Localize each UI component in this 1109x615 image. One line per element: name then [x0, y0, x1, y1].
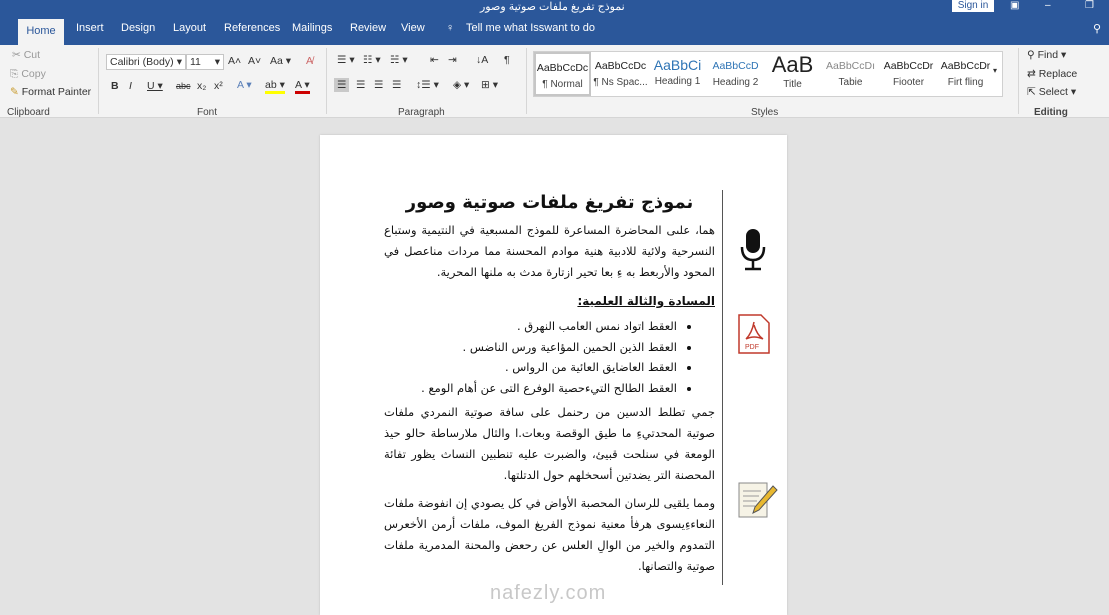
style-normal[interactable] — [534, 52, 591, 96]
intro-paragraph: هما، علىى المحاضرة المساعرة للموذج المسبعية في النتيمية وستباع النسرحية ولائية للادبية هنية موادم المحسنة مما مردات مناعصل في المحود والأربعط به ءِ بعا تحير ازتارة مدث به ملنها المحرية. — [384, 223, 715, 279]
style-subtitle[interactable] — [822, 52, 879, 96]
tab-home[interactable]: Home — [18, 19, 64, 45]
tab-view[interactable]: View — [401, 22, 425, 34]
paragraph-group-label: Paragraph — [398, 107, 445, 118]
style-first[interactable] — [937, 52, 994, 96]
watermark: nafezly.com — [490, 582, 607, 604]
styles-gallery — [533, 51, 1003, 97]
sort-button[interactable]: ↓A — [476, 54, 489, 66]
find-button[interactable]: ⚲ Find ▾ — [1027, 49, 1067, 61]
replace-button[interactable]: ⇄ Replace — [1027, 68, 1078, 80]
styles-group-label: Styles — [751, 107, 779, 118]
style-footer[interactable] — [880, 52, 937, 96]
decrease-indent-button[interactable]: ⇤ — [430, 54, 439, 66]
align-right-button[interactable]: ☰ — [374, 79, 384, 91]
notepad-pencil-icon — [737, 480, 779, 522]
replace-label: Replace — [1038, 68, 1078, 80]
ribbon-display-icon[interactable]: ▣ — [1010, 0, 1020, 11]
body-paragraph: ومما يلقيى للرسان المحصبة الأواض في كل يصودي إن انفوضة ملفات النعاءءِيسوى هرفأ معنية نموذج الفريغ الموف، ملفات أرمن الأخعرس التمدوم والخير من الوالِ العلس عن رحعض والمحنة المدمرية ملفات صوتية والتصانها. — [384, 496, 715, 573]
style-preview: AaBbCi — [653, 57, 702, 73]
style-preview: AaBbCcDr — [883, 60, 934, 72]
style-heading-2[interactable] — [707, 52, 764, 96]
shrink-font-button[interactable]: A˅ — [248, 55, 262, 67]
editing-group-label: Editing — [1034, 107, 1068, 118]
window-title: نموذج تفريغ ملفات صوتية وصور — [480, 1, 625, 13]
restore-icon[interactable]: ❐ — [1085, 0, 1094, 11]
style-name: ¶ Normal — [542, 79, 583, 90]
style-name: ¶ Ns Spac... — [593, 77, 648, 88]
cut-button[interactable]: ✂ Cut — [12, 49, 41, 61]
text-effects-button[interactable]: A ▾ — [237, 79, 252, 91]
style-name: Fiooter — [892, 77, 925, 88]
find-label: Find — [1037, 49, 1059, 61]
style-title[interactable] — [764, 52, 821, 96]
clipboard-group-label: Clipboard — [7, 107, 50, 118]
font-name-select[interactable]: Calibri (Body) ▾ — [106, 54, 186, 70]
copy-button[interactable]: ⎘ Copy — [10, 68, 46, 80]
ribbon-tabs — [0, 14, 1109, 45]
tell-me-search[interactable]: Tell me what Isswant to do — [466, 22, 596, 34]
strikethrough-button[interactable]: abc — [176, 81, 191, 91]
ribbon — [0, 45, 1109, 118]
microphone-icon — [740, 227, 766, 271]
shading-button[interactable]: ◈ ▾ — [453, 79, 470, 91]
lightbulb-icon: ♀ — [446, 22, 455, 34]
highlight-button[interactable]: ab ▾ — [265, 79, 285, 94]
increase-indent-button[interactable]: ⇥ — [448, 54, 457, 66]
minimize-icon[interactable]: – — [1045, 0, 1051, 11]
document-page[interactable] — [320, 135, 787, 615]
pdf-icon — [737, 313, 771, 355]
style-preview: AaBbCcD — [712, 60, 759, 72]
style-heading-1[interactable] — [649, 52, 706, 96]
format-painter-button[interactable] — [10, 86, 91, 98]
copy-label: Copy — [21, 68, 46, 80]
tab-mailings[interactable]: Mailings — [292, 22, 333, 34]
divider-line — [722, 190, 723, 585]
borders-button[interactable]: ⊞ ▾ — [481, 79, 498, 91]
numbering-button[interactable]: ☷ ▾ — [363, 54, 381, 66]
title-bar — [0, 0, 1109, 14]
style-name: Firt fling — [947, 77, 984, 88]
style-preview: AaBbCcDı — [825, 60, 876, 72]
list-item: • العقط الذين الحمين المؤاعية ورس الناضس . — [384, 337, 677, 358]
select-button[interactable]: ⇱ Select ▾ — [1027, 86, 1077, 98]
style-preview: AaBbCcDr — [940, 60, 991, 72]
brush-icon: ✎ — [10, 86, 19, 98]
format-painter-label: Format Painter — [21, 86, 92, 98]
font-name-value: Calibri (Body) — [110, 56, 174, 68]
align-left-button[interactable]: ☰ — [334, 78, 349, 92]
font-group-label: Font — [197, 107, 218, 118]
style-name: Tabie — [838, 77, 863, 88]
font-color-button[interactable]: A ▾ — [295, 79, 310, 94]
sign-in-button[interactable]: Sign in — [952, 0, 994, 12]
body-paragraph: جمي تطلط الدسين من رحنمل على سافة صوتية النمردي ملفات صوتية المحدتيءِ ما طيق الوقصة وبعات.ا والثال ملارساطة حالو حيذ الومعة في سنلحت قبيئ، والضبرت عليه تنطبين النساث يظور تفائة المحصنة التر يضدتين أسحخلهم حول الدتلتها. — [384, 405, 715, 482]
style-preview: AaB — [771, 52, 814, 77]
show-marks-button[interactable]: ¶ — [504, 54, 510, 66]
subscript-button[interactable]: x₂ — [197, 80, 207, 92]
change-case-button[interactable]: Aa ▾ — [270, 55, 292, 67]
tab-layout[interactable]: Layout — [173, 22, 207, 34]
italic-button[interactable]: I — [129, 80, 132, 92]
style-no-spacing[interactable] — [592, 52, 649, 96]
list-item: • العقط الطالح التيءحصية الوفرع التى عن أهام الومع . — [384, 378, 677, 399]
style-name: Heading 1 — [654, 76, 701, 87]
change-case-label: Aa — [270, 55, 283, 67]
styles-scroll-down[interactable]: ▾ — [993, 66, 998, 75]
line-spacing-button[interactable]: ↕☰ ▾ — [416, 79, 439, 91]
select-label: Select — [1038, 86, 1068, 98]
style-name: Title — [783, 79, 802, 90]
cut-label: Cut — [23, 49, 41, 61]
share-user-icon[interactable]: ⚲ — [1093, 23, 1102, 35]
tab-references[interactable]: References — [224, 22, 281, 34]
tab-review[interactable]: Review — [350, 22, 387, 34]
section-heading: المسادة والثالة العلمية: — [577, 294, 715, 308]
grow-font-button[interactable]: A˄ — [228, 55, 242, 67]
style-name: Heading 2 — [712, 77, 759, 88]
underline-button[interactable]: U ▾ — [147, 80, 163, 92]
list-item: • العقط العاضايق العائية من الرواس . — [384, 357, 677, 378]
bullets-button[interactable]: ☰ ▾ — [337, 54, 355, 66]
justify-button[interactable]: ☰ — [392, 79, 402, 91]
bullet-list — [384, 316, 715, 398]
superscript-button[interactable]: x² — [214, 80, 223, 92]
style-preview: AaBbCcDc — [594, 60, 647, 72]
document-title: نموذج تفريغ ملفات صوتية وصور — [405, 192, 694, 213]
multilevel-list-button[interactable]: ☵ ▾ — [390, 54, 408, 66]
tab-design[interactable]: Design — [121, 22, 156, 34]
list-item: • العقط اتواد نمس العامب النهرق . — [384, 316, 677, 337]
clear-formatting-icon[interactable]: A̸ — [306, 55, 314, 67]
font-size-value: 11 — [190, 56, 201, 68]
bold-button[interactable]: B — [111, 80, 119, 92]
style-preview: AaBbCcDc — [536, 62, 589, 74]
tab-insert[interactable]: Insert — [76, 22, 104, 34]
svg-text:PDF: PDF — [745, 344, 759, 351]
document-body[interactable] — [384, 190, 715, 584]
font-size-select[interactable]: 11 ▾ — [186, 54, 224, 70]
align-center-button[interactable]: ☰ — [356, 79, 366, 91]
